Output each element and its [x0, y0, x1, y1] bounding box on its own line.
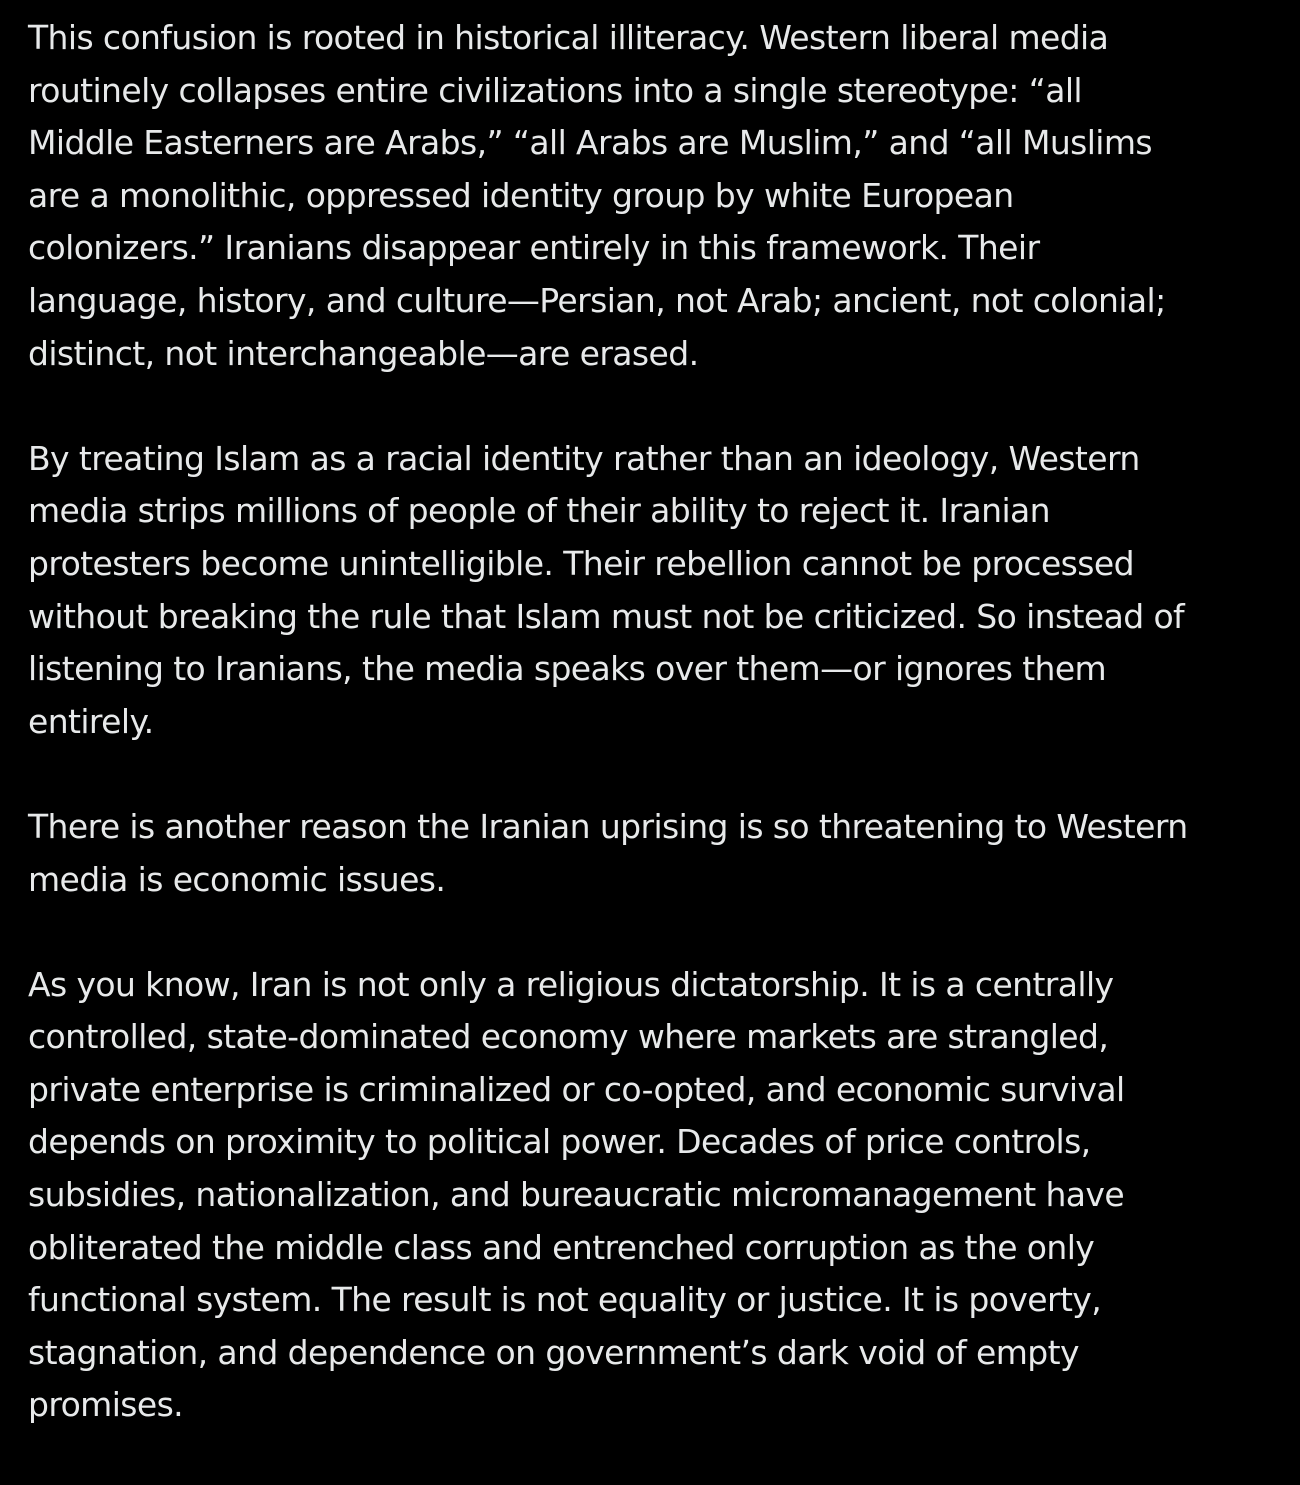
text-line: By treating Islam as a racial identity rather than an ideology, Western: [28, 438, 1140, 478]
paragraph: [28, 801, 1278, 906]
text-line: obliterated the middle class and entrenched corruption as the only: [28, 1227, 1095, 1267]
text-line: promises.: [28, 1385, 184, 1425]
paragraph: [28, 433, 1278, 749]
text-line: listening to Iranians, the media speaks over them—or ignores them: [28, 649, 1107, 689]
text-line: There is another reason the Iranian uprising is so threatening to Western: [28, 806, 1188, 846]
text-line: colonizers.” Iranians disappear entirely in this framework. Their: [28, 228, 1040, 268]
text-line: depends on proximity to political power. Decades of price controls,: [28, 1122, 1091, 1162]
text-line: routinely collapses entire civilizations into a single stereotype: “all: [28, 70, 1082, 110]
text-line: stagnation, and dependence on government’s dark void of empty: [28, 1332, 1079, 1372]
text-line: functional system. The result is not equality or justice. It is poverty,: [28, 1280, 1102, 1320]
text-line: language, history, and culture—Persian, not Arab; ancient, not colonial;: [28, 280, 1166, 320]
text-line: without breaking the rule that Islam must not be criticized. So instead of: [28, 596, 1185, 636]
text-line: media strips millions of people of their ability to reject it. Iranian: [28, 491, 1050, 531]
text-line: As you know, Iran is not only a religious dictatorship. It is a centrally: [28, 964, 1114, 1004]
text-line: controlled, state-dominated economy where markets are strangled,: [28, 1017, 1109, 1057]
text-line: media is economic issues.: [28, 859, 446, 899]
text-line: distinct, not interchangeable—are erased.: [28, 333, 699, 373]
text-line: protesters become unintelligible. Their rebellion cannot be processed: [28, 543, 1134, 583]
text-line: entirely.: [28, 701, 154, 741]
paragraph: [28, 959, 1278, 1432]
text-line: private enterprise is criminalized or co-opted, and economic survival: [28, 1069, 1125, 1109]
text-line: Middle Easterners are Arabs,” “all Arabs are Muslim,” and “all Muslims: [28, 123, 1153, 163]
text-line: are a monolithic, oppressed identity group by white European: [28, 175, 1014, 215]
text-line: subsidies, nationalization, and bureaucratic micromanagement have: [28, 1175, 1125, 1215]
post-text-body: [28, 12, 1278, 1485]
paragraph: [28, 12, 1278, 380]
text-line: This confusion is rooted in historical illiteracy. Western liberal media: [28, 18, 1109, 57]
